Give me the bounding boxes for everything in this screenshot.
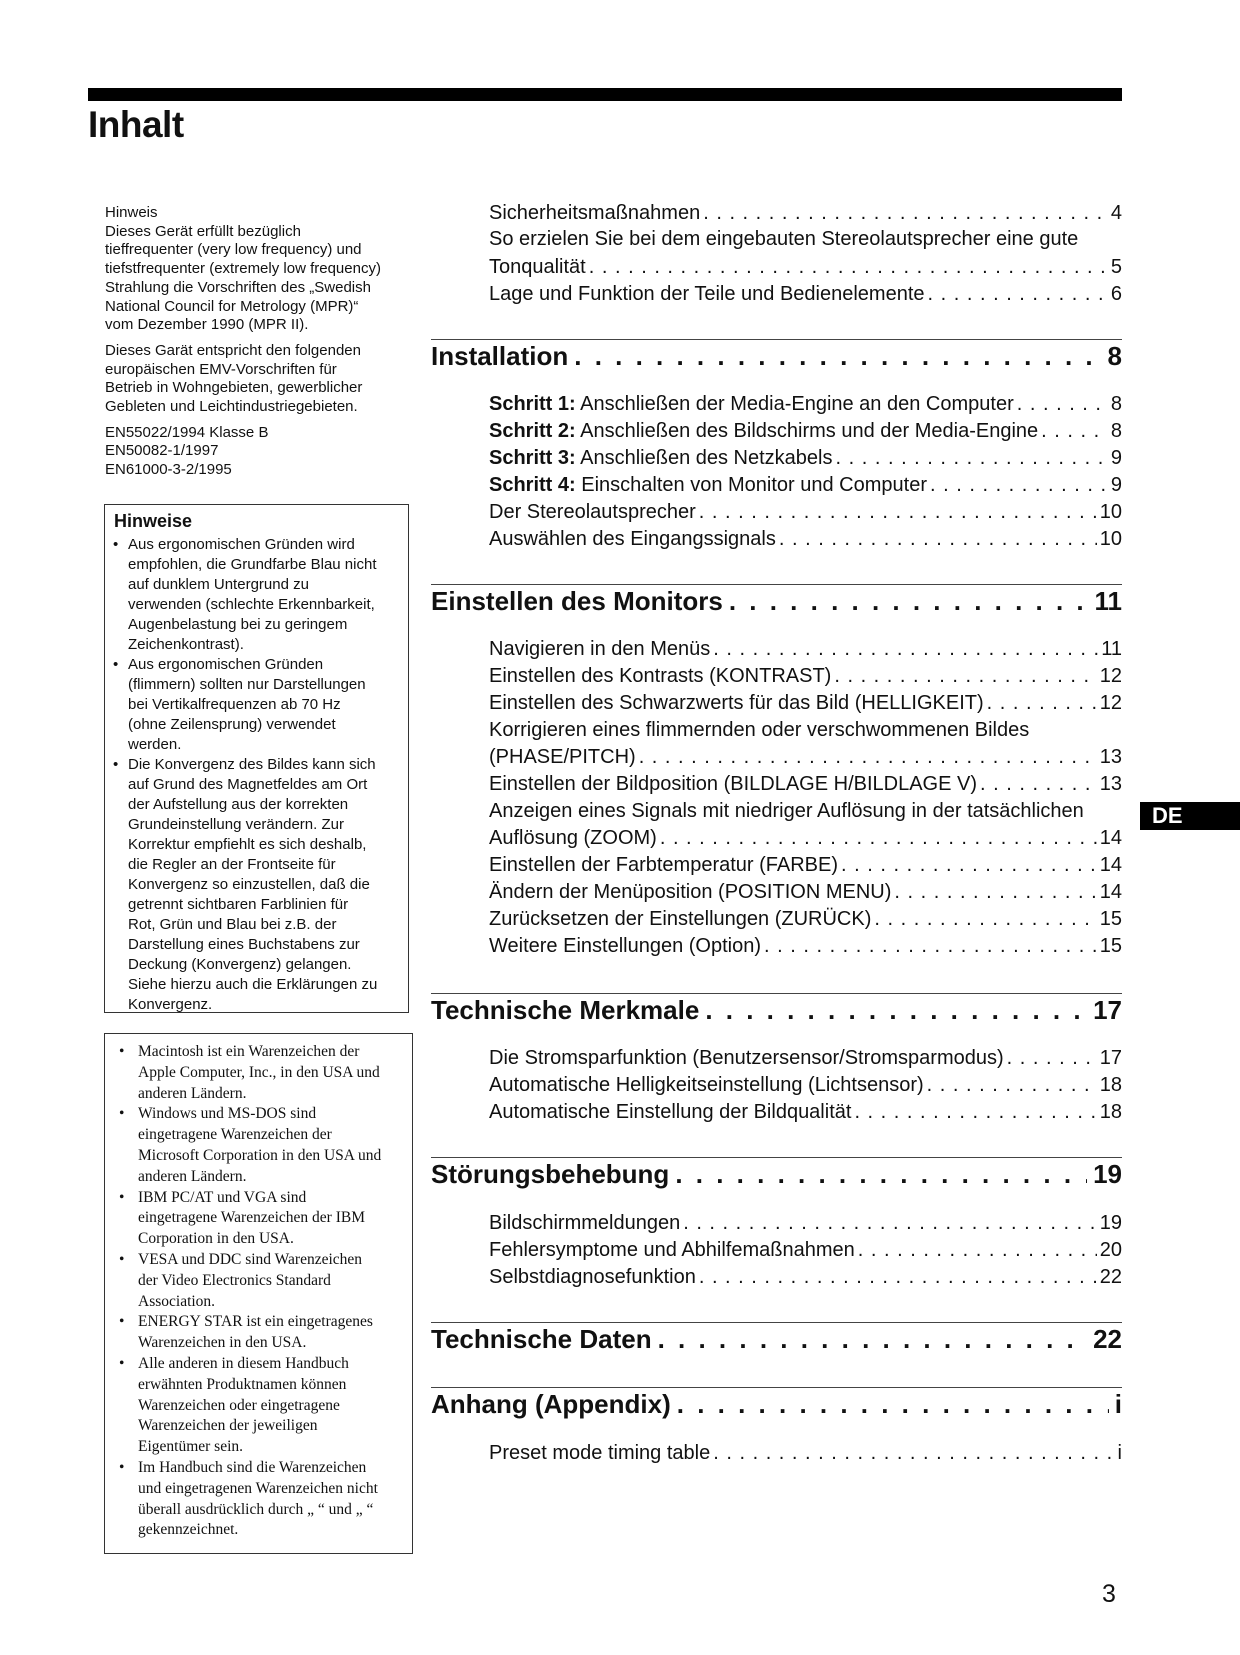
list-line: Apple Computer, Inc., in den USA und [138, 1063, 380, 1081]
toc-entry[interactable] [489, 281, 1122, 308]
section-monitor[interactable] [431, 583, 1122, 619]
leader-dots [764, 933, 1097, 960]
toc-entry-page: 15 [1099, 935, 1122, 957]
leader-dots [1007, 1045, 1097, 1072]
notice-line: EN50082-1/1997 [105, 442, 219, 460]
toc-entry-page: 19 [1099, 1212, 1122, 1234]
section-features[interactable] [431, 992, 1122, 1028]
leader-dots [677, 1386, 1109, 1422]
leader-dots [703, 200, 1108, 227]
hinweise-list [113, 535, 405, 1015]
toc-entry[interactable] [489, 526, 1122, 553]
list-line: auf Grund des Magnetfeldes am Ort [128, 776, 368, 793]
list-line: Microsoft Corporation in den USA und [138, 1146, 382, 1164]
notice-block [105, 204, 415, 487]
section-title: Einstellen des Monitors [431, 586, 723, 616]
toc-entry-label: Navigieren in den Menüs [489, 638, 711, 660]
toc-entry[interactable] [489, 1072, 1122, 1099]
list-line: • Im Handbuch sind die Warenzeichen [138, 1458, 367, 1476]
toc-entry-label: Die Stromsparfunktion (Benutzersensor/Stromsparmodus) [489, 1047, 1004, 1069]
top-rule [88, 88, 1122, 101]
toc-entry-page: 5 [1110, 256, 1122, 278]
language-tab: DE [1140, 802, 1240, 830]
list-line: die Regler an der Frontseite für [128, 856, 336, 873]
toc-entry-line: Korrigieren eines flimmernden oder verschwommenen Bildes [489, 719, 1030, 741]
list-line: • Windows und MS-DOS sind [138, 1105, 317, 1123]
toc-entry-label: Anschließen des Netzkabels [575, 447, 833, 469]
leader-dots [729, 583, 1089, 619]
toc-entry-label: Zurücksetzen der Einstellungen (ZURÜCK) [489, 908, 872, 930]
toc-entry-page: 13 [1099, 746, 1122, 768]
toc-entry[interactable] [489, 1440, 1122, 1467]
toc-entry[interactable] [489, 663, 1122, 690]
toc-entry-line: Anzeigen eines Signals mit niedriger Auflösung in der tatsächlichen [489, 800, 1084, 822]
list-line: eingetragene Warenzeichen der IBM [138, 1209, 365, 1227]
leader-dots [1041, 418, 1108, 445]
step-label: Schritt 1: [489, 393, 576, 415]
leader-dots [928, 281, 1108, 308]
toc-entry-label: Fehlersymptome und Abhilfemaßnahmen [489, 1239, 855, 1261]
toc-entry-page: 17 [1099, 1047, 1122, 1069]
toc-entry[interactable] [489, 1264, 1122, 1291]
section-title: Technische Merkmale [431, 995, 700, 1025]
leader-dots [1017, 391, 1108, 418]
toc-entry[interactable] [489, 906, 1122, 933]
toc-entry-label: Einstellen der Farbtemperatur (FARBE) [489, 854, 839, 876]
page-number: 3 [1102, 1580, 1116, 1608]
step-label: Schritt 2: [489, 420, 576, 442]
page-title: Inhalt [88, 104, 184, 145]
toc-entry-label: Preset mode timing table [489, 1442, 711, 1464]
toc-entry[interactable] [489, 690, 1122, 717]
section-specs[interactable] [431, 1321, 1122, 1357]
list-line: Warenzeichen der jeweiligen [138, 1417, 318, 1435]
step-label: Schritt 4: [489, 474, 576, 496]
list-item [119, 1042, 409, 1104]
leader-dots [713, 636, 1098, 663]
leader-dots [987, 690, 1097, 717]
list-item [119, 1250, 409, 1312]
leader-dots [589, 254, 1108, 281]
toc-entry[interactable] [489, 391, 1122, 418]
leader-dots [980, 771, 1097, 798]
leader-dots [574, 338, 1101, 374]
step-label: Schritt 3: [489, 447, 576, 469]
toc-entry-line: So erzielen Sie bei dem eingebauten Stereolautsprecher eine gute [489, 228, 1079, 250]
leader-dots [834, 663, 1096, 690]
toc-entry-label: Tonqualität [489, 256, 586, 278]
toc-entry-label: Automatische Helligkeitseinstellung (Lichtsensor) [489, 1074, 924, 1096]
list-line: • Alle anderen in diesem Handbuch [138, 1354, 349, 1372]
leader-dots [699, 1264, 1097, 1291]
leader-dots [927, 1072, 1097, 1099]
toc-entry[interactable] [489, 200, 1122, 227]
toc-entry[interactable] [489, 879, 1122, 906]
toc-entry[interactable] [489, 472, 1122, 499]
trademarks-list [119, 1042, 409, 1541]
list-line: Grundeinstellung verändern. Zur [128, 816, 344, 833]
toc-entry-label: Anschließen der Media-Engine an den Computer [575, 393, 1014, 415]
toc-entry[interactable] [489, 744, 1122, 771]
leader-dots [836, 445, 1108, 472]
toc-entry[interactable] [489, 499, 1122, 526]
toc-entry-page: 10 [1099, 501, 1122, 523]
notice-line: National Council for Metrology (MPR)“ [105, 297, 359, 315]
list-line: Warenzeichen in den USA. [138, 1334, 307, 1352]
notice-line: Dieses Gerät erfüllt bezüglich [105, 222, 301, 240]
leader-dots [683, 1210, 1097, 1237]
leader-dots [699, 499, 1097, 526]
list-item [119, 1188, 409, 1250]
list-line: (ohne Zeilensprung) verwendet [128, 716, 336, 733]
section-page: 17 [1093, 995, 1122, 1025]
toc-entry-label: Der Stereolautsprecher [489, 501, 696, 523]
toc-entry-label: Einstellen des Schwarzwerts für das Bild (HELLIGKEIT) [489, 692, 984, 714]
notice-line: Strahlung die Vorschriften des „Swedish [105, 278, 371, 296]
toc-entry-page: 10 [1099, 528, 1122, 550]
list-line: Augenbelastung bei zu geringem [128, 616, 348, 633]
toc-entry[interactable] [489, 1045, 1122, 1072]
toc-entry[interactable] [489, 1210, 1122, 1237]
toc-entry-label: Lage und Funktion der Teile und Bedienelemente [489, 283, 925, 305]
list-line: Association. [138, 1292, 216, 1310]
leader-dots [705, 992, 1087, 1028]
toc-entry-page: 14 [1099, 827, 1122, 849]
notice-line: Betrieb in Wohngebieten, gewerblicher [105, 379, 363, 397]
toc-entry-page: 22 [1099, 1266, 1122, 1288]
list-line: empfohlen, die Grundfarbe Blau nicht [128, 556, 377, 573]
toc-entry-label: Einschalten von Monitor und Computer [575, 474, 927, 496]
toc-entry[interactable] [489, 933, 1122, 960]
list-line: der Aufstellung aus der korrekten [128, 796, 349, 813]
leader-dots [660, 825, 1097, 852]
list-line: auf dunklem Untergrund zu [128, 576, 309, 593]
list-line: Darstellung eines Buchstabens zur [128, 936, 360, 953]
toc-entry-label: Einstellen des Kontrasts (KONTRAST) [489, 665, 832, 687]
list-line: Warenzeichen oder eingetragene [138, 1396, 340, 1414]
list-line: Rot, Grün und Blau bei z.B. der [128, 916, 337, 933]
section-title: Störungsbehebung [431, 1159, 670, 1189]
section-page: 19 [1093, 1159, 1122, 1189]
hinweise-box [104, 504, 409, 1013]
leader-dots [779, 526, 1097, 553]
list-item [119, 1458, 409, 1541]
trademarks-box [104, 1033, 413, 1554]
list-line: • Aus ergonomischen Gründen [128, 656, 324, 673]
leader-dots [854, 1099, 1096, 1126]
list-line: Siehe hierzu auch die Erklärungen zu [128, 976, 378, 993]
list-line: eingetragene Warenzeichen der [138, 1126, 332, 1144]
list-item [119, 1312, 409, 1354]
notice-heading: Hinweis [105, 204, 158, 221]
list-line: getrennt sichtbaren Farblinien für [128, 896, 349, 913]
section-title: Installation [431, 341, 569, 371]
toc-entry-page: 8 [1110, 393, 1122, 415]
list-line: anderen Ländern. [138, 1084, 247, 1102]
toc-entry[interactable] [489, 852, 1122, 879]
toc-entry-label: Auflösung (ZOOM) [489, 827, 657, 849]
list-line: • Aus ergonomischen Gründen wird [128, 536, 355, 553]
list-line: (flimmern) sollten nur Darstellungen [128, 676, 366, 693]
toc-entry-page: 9 [1110, 474, 1122, 496]
notice-line: europäischen EMV-Vorschriften für [105, 360, 337, 378]
toc-entry-page: 6 [1110, 283, 1122, 305]
leader-dots [858, 1237, 1097, 1264]
toc-entry-page: 15 [1099, 908, 1122, 930]
toc-entry-page: 12 [1099, 665, 1122, 687]
notice-line: EN61000-3-2/1995 [105, 461, 232, 479]
list-line: anderen Ländern. [138, 1167, 247, 1185]
leader-dots [841, 852, 1097, 879]
list-line: überall ausdrücklich durch „ “ und „ “ [138, 1500, 374, 1518]
toc-entry-page: 14 [1099, 881, 1122, 903]
list-line: werden. [128, 736, 182, 753]
list-line: gekennzeichnet. [138, 1521, 239, 1539]
toc-entry-page: 9 [1110, 447, 1122, 469]
list-item [113, 755, 405, 1015]
list-line: Konvergenz so einzustellen, daß die [128, 876, 370, 893]
list-line: • Macintosh ist ein Warenzeichen der [138, 1043, 360, 1060]
notice-line: Gebleten und Leichtindustriegebieten. [105, 398, 358, 416]
toc-entry-page: 18 [1099, 1101, 1122, 1123]
leader-dots [930, 472, 1108, 499]
toc-entry[interactable] [489, 1237, 1122, 1264]
toc-entry-label: Weitere Einstellungen (Option) [489, 935, 761, 957]
toc-entry[interactable] [489, 636, 1122, 663]
toc-entry-page: 20 [1099, 1239, 1122, 1261]
toc-entry-label: Automatische Einstellung der Bildqualität [489, 1101, 852, 1123]
section-appendix[interactable] [431, 1386, 1122, 1422]
toc-entry-page: 8 [1110, 420, 1122, 442]
toc-entry[interactable] [489, 1099, 1122, 1126]
toc-entry-label: Bildschirmmeldungen [489, 1212, 681, 1234]
list-line: • ENERGY STAR ist ein eingetragenes [138, 1313, 373, 1331]
section-troubleshooting[interactable] [431, 1156, 1122, 1192]
list-line: Eigentümer sein. [138, 1438, 244, 1456]
leader-dots [713, 1440, 1114, 1467]
toc-entry-label: Anschließen des Bildschirms und der Media-Engine [575, 420, 1039, 442]
notice-line: EN55022/1994 Klasse B [105, 423, 269, 441]
section-installation[interactable] [431, 338, 1122, 374]
list-line: Korrektur empfiehlt es sich deshalb, [128, 836, 367, 853]
notice-line: tieffrequenter (very low frequency) und [105, 241, 362, 259]
toc-entry-label: Ändern der Menüposition (POSITION MENU) [489, 881, 892, 903]
list-line: • VESA und DDC sind Warenzeichen [138, 1250, 363, 1268]
list-line: erwähnten Produktnamen können [138, 1375, 347, 1393]
section-title: Anhang (Appendix) [431, 1389, 671, 1419]
list-item [113, 655, 405, 755]
hinweise-heading: Hinweise [114, 511, 193, 531]
list-item [119, 1354, 409, 1458]
leader-dots [874, 906, 1096, 933]
toc-entry-page: 12 [1099, 692, 1122, 714]
toc-entry-page: i [1117, 1442, 1122, 1464]
toc-entry-label: (PHASE/PITCH) [489, 746, 636, 768]
list-line: bei Vertikalfrequenzen ab 70 Hz [128, 696, 341, 713]
toc-entry-page: 14 [1099, 854, 1122, 876]
notice-line: tiefstfrequenter (extremely low frequency) [105, 260, 381, 278]
toc-entry-label: Auswählen des Eingangssignals [489, 528, 776, 550]
list-line: Konvergenz. [128, 996, 213, 1013]
notice-line: Dieses Garät entspricht den folgenden [105, 341, 361, 359]
section-page: i [1114, 1389, 1122, 1419]
section-page: 8 [1107, 341, 1122, 371]
toc-entry-label: Einstellen der Bildposition (BILDLAGE H/BILDLAGE V) [489, 773, 977, 795]
toc-entry[interactable] [489, 445, 1122, 472]
section-title: Technische Daten [431, 1324, 652, 1354]
toc-entry[interactable] [489, 771, 1122, 798]
toc-entry-page: 4 [1110, 202, 1122, 224]
list-line: Zeichenkontrast). [128, 636, 244, 653]
list-line: der Video Electronics Standard [138, 1271, 331, 1289]
toc-entry-label: Sicherheitsmaßnahmen [489, 202, 701, 224]
leader-dots [639, 744, 1097, 771]
toc-entry-page: 13 [1099, 773, 1122, 795]
toc-entry[interactable] [489, 418, 1122, 445]
toc-entry-page: 18 [1099, 1074, 1122, 1096]
list-line: • IBM PC/AT und VGA sind [138, 1188, 307, 1206]
leader-dots [894, 879, 1096, 906]
leader-dots [675, 1156, 1087, 1192]
toc-entry[interactable] [489, 825, 1122, 852]
section-page: 22 [1093, 1324, 1122, 1354]
list-line: und eingetragenen Warenzeichen nicht [138, 1479, 378, 1497]
leader-dots [658, 1321, 1087, 1357]
section-page: 11 [1094, 586, 1122, 616]
list-line: Corporation in den USA. [138, 1230, 294, 1248]
toc-entry-page: 11 [1101, 638, 1122, 660]
toc-entry-label: Selbstdiagnosefunktion [489, 1266, 696, 1288]
list-item [119, 1104, 409, 1187]
list-item [113, 535, 405, 655]
notice-line: vom Dezember 1990 (MPR II). [105, 316, 309, 334]
toc-entry[interactable] [489, 254, 1122, 281]
list-line: Deckung (Konvergenz) gelangen. [128, 956, 352, 973]
list-line: • Die Konvergenz des Bildes kann sich [128, 756, 376, 773]
list-line: verwenden (schlechte Erkennbarkeit, [128, 596, 375, 613]
